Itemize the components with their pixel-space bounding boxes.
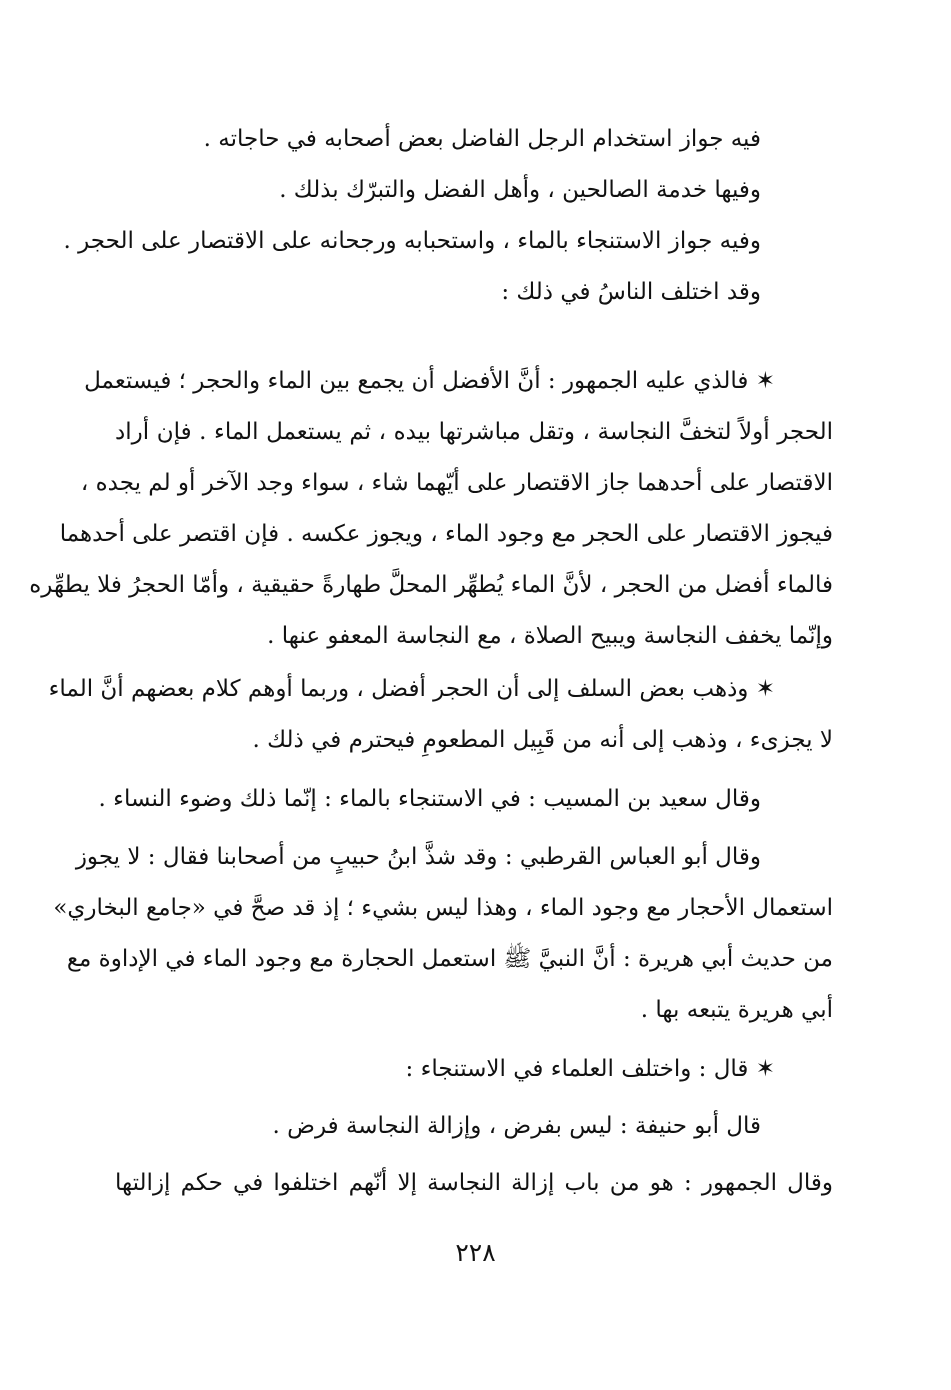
text-line: فيجوز الاقتصار على الحجر مع وجود الماء ، ويجوز عكسه . فإن اقتصر على أحدهما [59,521,833,547]
text-line: أبي هريرة يتبعه بها . [640,997,833,1023]
text-line: وفيه جواز الاستنجاء بالماء ، واستحبابه ورجحانه على الاقتصار على الحجر . [63,228,761,254]
text-line: وقد اختلف الناسُ في ذلك : [501,279,761,305]
paragraph-ibn-musayyib [98,774,833,825]
text-line: وإنّما يخفف النجاسة ويبيح الصلاة ، مع النجاسة المعفو عنها . [267,623,833,649]
text-line: قال أبو حنيفة : ليس بفرض ، وإزالة النجاسة فرض . [272,1113,761,1139]
text-line: لا يجزىء ، وذهب إلى أنه من قَبِيل المطعومِ فيحترم في ذلك . [252,727,833,753]
page-number: ٢٢٨ [455,1238,496,1267]
text-line: ✶ وذهب بعض السلف إلى أن الحجر أفضل ، وربما أوهم كلام بعضهم أنَّ الماء [48,676,775,702]
text-line: من حديث أبي هريرة : أنَّ النبيَّ ﷺ استعمل الحجارة مع وجود الماء في الإداوة مع [66,946,833,972]
text-line: وقال أبو العباس القرطبي : وقد شذَّ ابنُ حبيبٍ من أصحابنا فقال : لا يجوز [75,844,761,870]
text-line: ✶ فالذي عليه الجمهور : أنَّ الأفضل أن يجمع بين الماء والحجر ؛ فيستعمل [84,368,775,394]
paragraph-scholars-difference [115,1044,833,1209]
text-line: وقال سعيد بن المسيب : في الاستنجاء بالماء : إنّما ذلك وضوء النساء . [98,786,761,812]
text-line: الاقتصار على أحدهما جاز الاقتصار على أيّهما شاء ، سواء وجد الآخر أو لم يجده ، [80,470,833,496]
paragraph-majority-opinion [29,356,833,662]
text-line: فالماء أفضل من الحجر ، لأنَّ الماء يُطهِّر المحلَّ طهارةً حقيقية ، وأمّا الحجرُ فلا يطهِّره [29,572,833,598]
paragraph-benefits [63,114,833,318]
text-line: استعمال الأحجار مع وجود الماء ، وهذا ليس بشيء ؛ إذ قد صحَّ في «جامع البخاري» [53,895,833,921]
text-line: فيه جواز استخدام الرجل الفاضل بعض أصحابه في حاجاته . [203,126,761,152]
text-line: ✶ قال : واختلف العلماء في الاستنجاء : [405,1056,775,1082]
paragraph-salaf-opinion [48,664,833,766]
paragraph-qurtubi [53,832,833,1036]
text-line: الحجر أولاً لتخفَّ النجاسة ، وتقل مباشرتها بيده ، ثم يستعمل الماء . فإن أراد [115,419,833,445]
text-line: وفيها خدمة الصالحين ، وأهل الفضل والتبرّك بذلك . [279,177,761,203]
text-line: وقال الجمهور : هو من باب إزالة النجاسة إلا أنّهم اختلفوا في حكم إزالتها [115,1170,833,1196]
